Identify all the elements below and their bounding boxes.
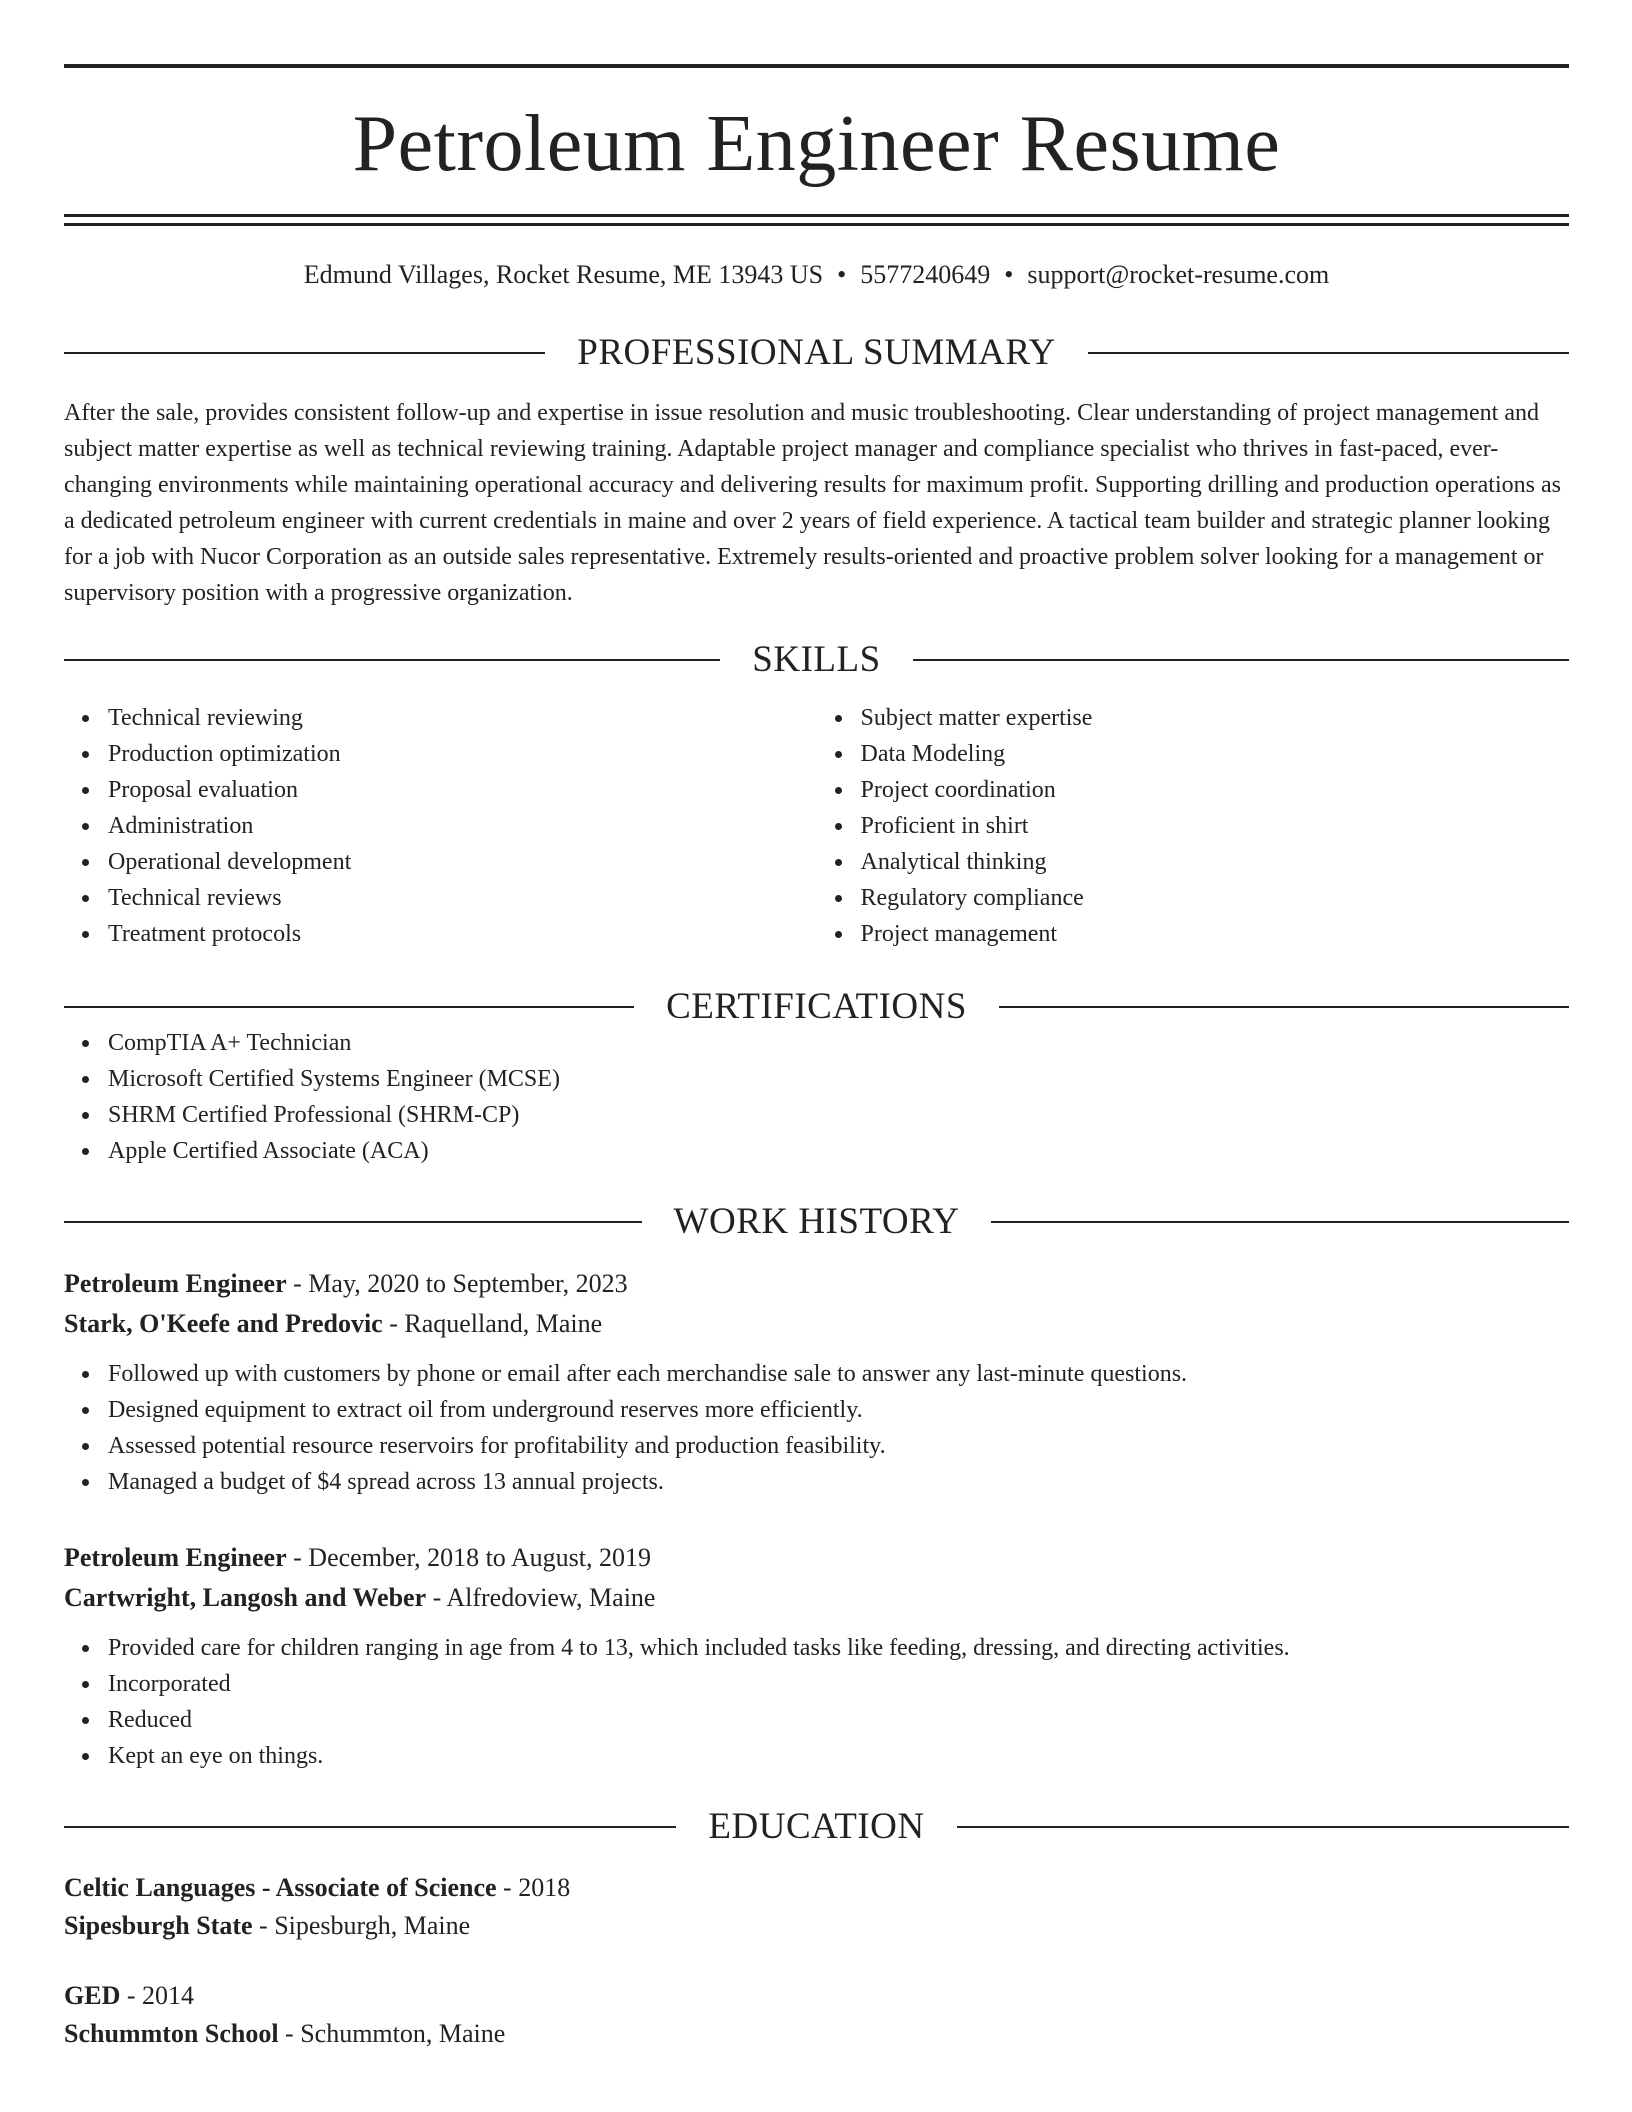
skill-item: Analytical thinking (861, 844, 1570, 880)
contact-phone: 5577240649 (860, 260, 991, 289)
heading-rule-left (64, 352, 545, 354)
certification-item: Microsoft Certified Systems Engineer (MCSE) (108, 1061, 1569, 1097)
heading-rule-left (64, 1006, 634, 1008)
skill-item: Data Modeling (861, 736, 1570, 772)
education-entry (64, 1977, 1569, 2053)
job-bullet: Provided care for children ranging in age from 4 to 13, which included tasks like feeding, dressing, and directing activities. (108, 1630, 1569, 1666)
education-heading: EDUCATION (708, 1806, 925, 1847)
skill-item: Operational development (108, 844, 817, 880)
summary-text: After the sale, provides consistent follow-up and expertise in issue resolution and music troubleshooting. Clear understanding of project management and subject matter expertise as well as technical reviewing training. Adaptable project manager and compliance specialist who thrives in fast-paced, ever-changing environments while maintaining operational accuracy and delivering results for maximum profit. Supporting drilling and production operations as a dedicated petroleum engineer with current credentials in maine and over 2 years of field experience. A tactical team builder and strategic planner looking for a job with Nucor Corporation as an outside sales representative. Extremely results-oriented and proactive problem solver looking for a management or supervisory position with a progressive organization. (64, 400, 1561, 606)
job-company-line (64, 1578, 1569, 1618)
heading-rule-left (64, 1826, 676, 1828)
job-bullets (64, 1356, 1569, 1500)
skill-item: Regulatory compliance (861, 880, 1570, 916)
education-school-line (64, 2015, 1569, 2053)
heading-rule-right (1088, 352, 1569, 354)
job-company: Cartwright, Langosh and Weber (64, 1583, 427, 1612)
education-year: - 2014 (120, 1981, 195, 2010)
job-bullet: Incorporated (108, 1666, 1569, 1702)
skill-item: Treatment protocols (108, 916, 817, 952)
job-title: Petroleum Engineer (64, 1543, 287, 1572)
job-bullet: Reduced (108, 1702, 1569, 1738)
education-degree: Celtic Languages - Associate of Science (64, 1873, 497, 1902)
certifications-heading-row (64, 988, 1569, 1025)
education-school: Sipesburgh State (64, 1911, 253, 1940)
certifications-heading: CERTIFICATIONS (666, 986, 967, 1027)
job-dates: - May, 2020 to September, 2023 (286, 1269, 628, 1298)
heading-rule-right (913, 659, 1569, 661)
heading-rule-left (64, 659, 720, 661)
job-bullet: Kept an eye on things. (108, 1738, 1569, 1774)
summary-heading-row (64, 334, 1569, 371)
contact-separator: • (1004, 260, 1014, 289)
certifications-list (64, 1025, 1569, 1169)
job-bullet: Designed equipment to extract oil from underground reserves more efficiently. (108, 1392, 1569, 1428)
heading-rule-right (991, 1221, 1569, 1223)
certification-item: Apple Certified Associate (ACA) (108, 1133, 1569, 1169)
skills-heading: SKILLS (752, 639, 881, 680)
skill-item: Project coordination (861, 772, 1570, 808)
job-bullets (64, 1630, 1569, 1774)
job-company-line (64, 1304, 1569, 1344)
education-school: Schummton School (64, 2019, 279, 2048)
skills-column-right (817, 700, 1570, 952)
skills-list-right (817, 700, 1570, 952)
contact-email[interactable]: support@rocket-resume.com (1027, 260, 1330, 289)
skill-item: Project management (861, 916, 1570, 952)
job-title-line (64, 1538, 1569, 1578)
job-title: Petroleum Engineer (64, 1269, 287, 1298)
job-dates: - December, 2018 to August, 2019 (286, 1543, 651, 1572)
education-location: - Schummton, Maine (278, 2019, 506, 2048)
job-entry (64, 1538, 1569, 1774)
education-school-line (64, 1907, 1569, 1945)
education-entry (64, 1869, 1569, 1945)
heading-rule-left (64, 1221, 642, 1223)
contact-address: Edmund Villages, Rocket Resume, ME 13943 US (303, 260, 824, 289)
education-degree: GED (64, 1981, 121, 2010)
skill-item: Proposal evaluation (108, 772, 817, 808)
resume-page (64, 64, 1569, 2053)
heading-rule-right (957, 1826, 1569, 1828)
resume-title: Petroleum Engineer Resume (352, 100, 1281, 188)
education-heading-row (64, 1808, 1569, 1845)
work-history-heading-row (64, 1203, 1569, 1240)
job-location: - Raquelland, Maine (382, 1309, 603, 1338)
work-history-heading: WORK HISTORY (673, 1201, 960, 1242)
skills-column-left (64, 700, 817, 952)
education-location: - Sipesburgh, Maine (252, 1911, 471, 1940)
job-bullet: Assessed potential resource reservoirs for profitability and production feasibility. (108, 1428, 1569, 1464)
contact-separator: • (837, 260, 847, 289)
contact-line (64, 262, 1569, 288)
skills-list-left (64, 700, 817, 952)
skills-heading-row (64, 641, 1569, 678)
job-title-line (64, 1264, 1569, 1304)
heading-rule-right (999, 1006, 1569, 1008)
summary-heading: PROFESSIONAL SUMMARY (577, 332, 1056, 373)
education-degree-line (64, 1977, 1569, 2015)
skill-item: Administration (108, 808, 817, 844)
education-year: - 2018 (496, 1873, 571, 1902)
job-bullet: Managed a budget of $4 spread across 13 annual projects. (108, 1464, 1569, 1500)
title-double-rule (64, 214, 1569, 226)
job-entry (64, 1264, 1569, 1500)
skill-item: Technical reviews (108, 880, 817, 916)
skill-item: Subject matter expertise (861, 700, 1570, 736)
skill-item: Technical reviewing (108, 700, 817, 736)
skill-item: Proficient in shirt (861, 808, 1570, 844)
skill-item: Production optimization (108, 736, 817, 772)
top-rule (64, 64, 1569, 68)
job-bullet: Followed up with customers by phone or email after each merchandise sale to answer any last-minute questions. (108, 1356, 1569, 1392)
job-location: - Alfredoview, Maine (426, 1583, 656, 1612)
education-degree-line (64, 1869, 1569, 1907)
certification-item: CompTIA A+ Technician (108, 1025, 1569, 1061)
job-company: Stark, O'Keefe and Predovic (64, 1309, 383, 1338)
skills-columns (64, 700, 1569, 952)
certification-item: SHRM Certified Professional (SHRM-CP) (108, 1097, 1569, 1133)
